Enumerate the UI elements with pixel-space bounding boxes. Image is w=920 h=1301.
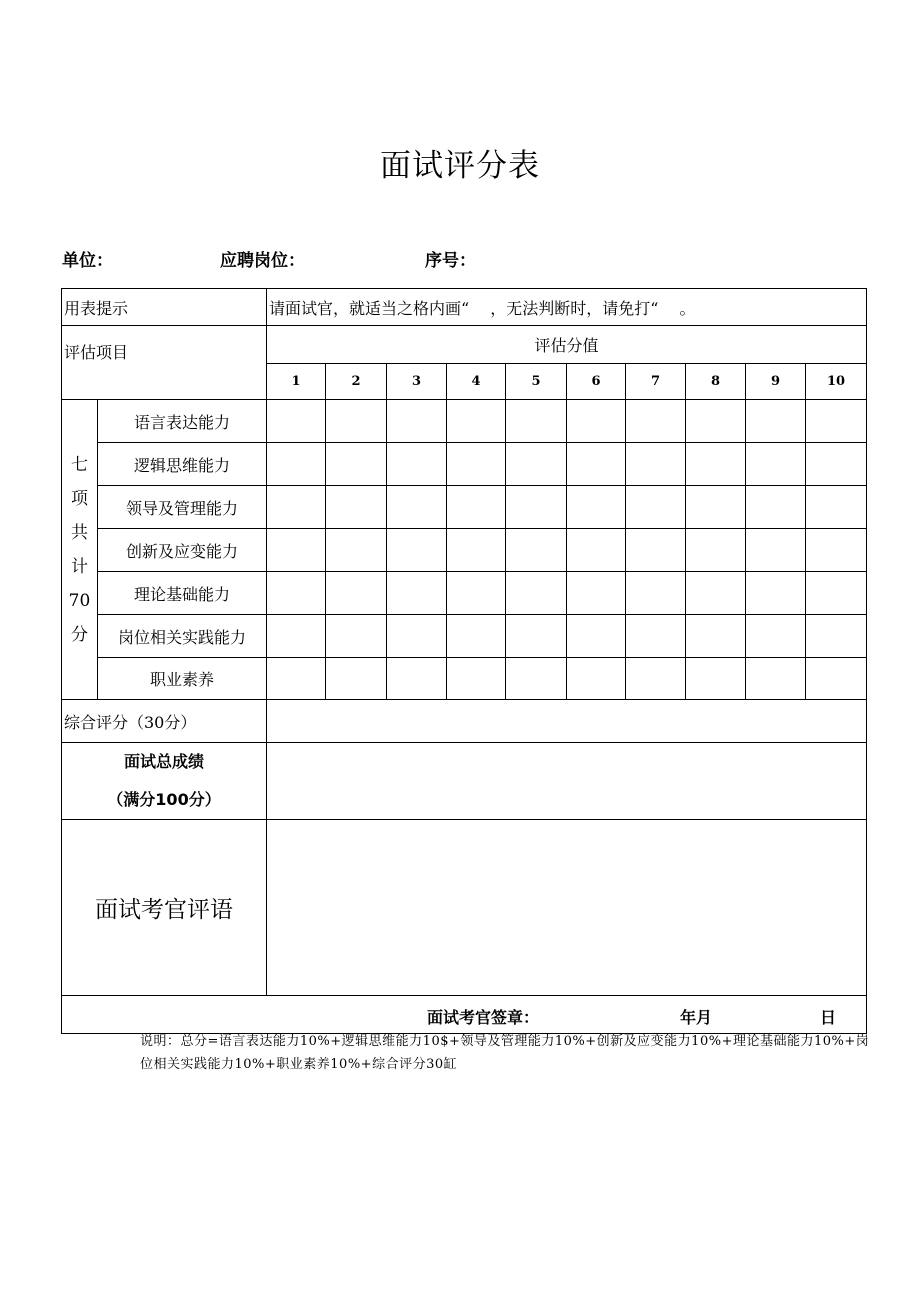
score-cell[interactable] [506,400,567,443]
score-cell[interactable] [746,615,806,658]
item-row [62,529,867,572]
score-cell[interactable] [267,443,326,486]
score-cell[interactable] [506,529,567,572]
comment-label: 面试考官评语 [62,820,267,996]
item-row [62,486,867,529]
score-cell[interactable] [326,400,387,443]
score-cell[interactable] [746,486,806,529]
score-cell[interactable] [686,443,746,486]
score-cell[interactable] [567,486,626,529]
score-cell[interactable] [806,572,867,615]
score-cell[interactable] [326,443,387,486]
item-row [62,658,867,700]
total-label-line2: （满分100分） [107,790,221,809]
page-title: 面试评分表 [380,148,540,184]
signature-label: 面试考官签章： [427,1008,540,1027]
score-cell[interactable] [447,400,506,443]
score-cell[interactable] [746,400,806,443]
score-cell[interactable] [326,486,387,529]
group-char: 计 [71,556,88,577]
score-cell[interactable] [506,615,567,658]
score-cell[interactable] [686,400,746,443]
footnote: 说明：总分=语言表达能力10%+逻辑思维能力10$+领导及管理能力10%+创新及应变能力10%+理论基础能力10%+岗位相关实践能力10%+职业素养10%+综合评分30缸 [140,1034,870,1072]
total-row [62,743,867,820]
composite-score-cell[interactable] [267,700,867,743]
score-cell[interactable] [447,443,506,486]
score-header-4: 4 [447,364,506,400]
hint-text: 请面试官，就适当之格内画“ ，无法判断时，请免打“ 。 [267,289,867,326]
score-cell[interactable] [626,400,686,443]
score-header-8: 8 [686,364,746,400]
comment-cell[interactable] [267,820,867,996]
score-header-10: 10 [806,364,867,400]
score-cell[interactable] [686,572,746,615]
score-cell[interactable] [806,658,867,700]
composite-row [62,700,867,743]
score-cell[interactable] [326,658,387,700]
score-cell[interactable] [626,658,686,700]
score-header-5: 5 [506,364,567,400]
signature-cell [62,996,867,1034]
year-month-label: 年月 [680,1008,713,1027]
score-label: 评估分值 [267,326,867,364]
score-cell[interactable] [387,615,447,658]
score-cell[interactable] [626,615,686,658]
score-cell[interactable] [686,529,746,572]
score-cell[interactable] [746,529,806,572]
composite-label: 综合评分（30分） [62,700,267,743]
group-char: 分 [71,624,88,645]
score-header-2: 2 [326,364,387,400]
item-label-cell: 逻辑思维能力 [98,443,267,486]
score-cell[interactable] [387,400,447,443]
item-row [62,400,867,443]
item-label: 评估项目 [62,326,267,400]
score-cell[interactable] [506,658,567,700]
score-cell[interactable] [267,486,326,529]
score-cell[interactable] [806,486,867,529]
item-label-cell: 创新及应变能力 [98,529,267,572]
score-cell[interactable] [326,529,387,572]
score-cell[interactable] [806,400,867,443]
score-cell[interactable] [447,486,506,529]
evaluation-table [61,288,867,1034]
score-header-9: 9 [746,364,806,400]
score-header-3: 3 [387,364,447,400]
item-label-cell: 领导及管理能力 [98,486,267,529]
score-header-1: 1 [267,364,326,400]
score-cell[interactable] [447,615,506,658]
score-cell[interactable] [506,572,567,615]
score-cell[interactable] [267,572,326,615]
score-cell[interactable] [387,486,447,529]
score-cell[interactable] [567,658,626,700]
score-cell[interactable] [326,615,387,658]
score-cell[interactable] [626,572,686,615]
score-cell[interactable] [567,615,626,658]
score-cell[interactable] [326,572,387,615]
group-char: 七 [71,454,88,475]
score-cell[interactable] [267,529,326,572]
item-label-cell: 理论基础能力 [98,572,267,615]
score-header-7: 7 [626,364,686,400]
item-row [62,572,867,615]
score-cell[interactable] [806,529,867,572]
total-label-line1: 面试总成绩 [124,752,205,771]
score-cell[interactable] [447,529,506,572]
score-cell[interactable] [387,572,447,615]
score-header-6: 6 [567,364,626,400]
total-score-cell[interactable] [267,743,867,820]
score-cell[interactable] [626,443,686,486]
score-cell[interactable] [686,615,746,658]
score-cell[interactable] [686,486,746,529]
total-label [62,743,267,820]
score-cell[interactable] [626,529,686,572]
score-cell[interactable] [387,529,447,572]
score-cell[interactable] [746,443,806,486]
position-label: 应聘岗位： [220,251,305,271]
group-char: 共 [71,522,88,543]
day-label: 日 [820,1008,837,1027]
score-cell[interactable] [567,572,626,615]
item-label-cell: 语言表达能力 [98,400,267,443]
score-cell[interactable] [567,529,626,572]
score-cell[interactable] [267,615,326,658]
group-char: 项 [71,488,88,509]
score-cell[interactable] [567,400,626,443]
group-label [62,400,98,700]
score-cell[interactable] [506,443,567,486]
score-cell[interactable] [686,658,746,700]
score-cell[interactable] [806,615,867,658]
score-cell[interactable] [506,486,567,529]
score-cell[interactable] [447,572,506,615]
comment-row [62,820,867,996]
item-row [62,443,867,486]
score-cell[interactable] [267,400,326,443]
score-cell[interactable] [626,486,686,529]
item-label-cell: 岗位相关实践能力 [98,615,267,658]
score-cell[interactable] [267,658,326,700]
score-cell[interactable] [387,443,447,486]
score-cell[interactable] [567,443,626,486]
group-char: 70 [68,590,91,611]
item-label-cell: 职业素养 [98,658,267,700]
score-cell[interactable] [806,443,867,486]
score-cell[interactable] [387,658,447,700]
seq-label: 序号： [425,251,476,271]
score-cell[interactable] [447,658,506,700]
signature-row [62,996,867,1034]
score-cell[interactable] [746,572,806,615]
hint-label: 用表提示 [62,289,267,326]
item-row [62,615,867,658]
unit-label: 单位： [62,251,113,271]
score-cell[interactable] [746,658,806,700]
